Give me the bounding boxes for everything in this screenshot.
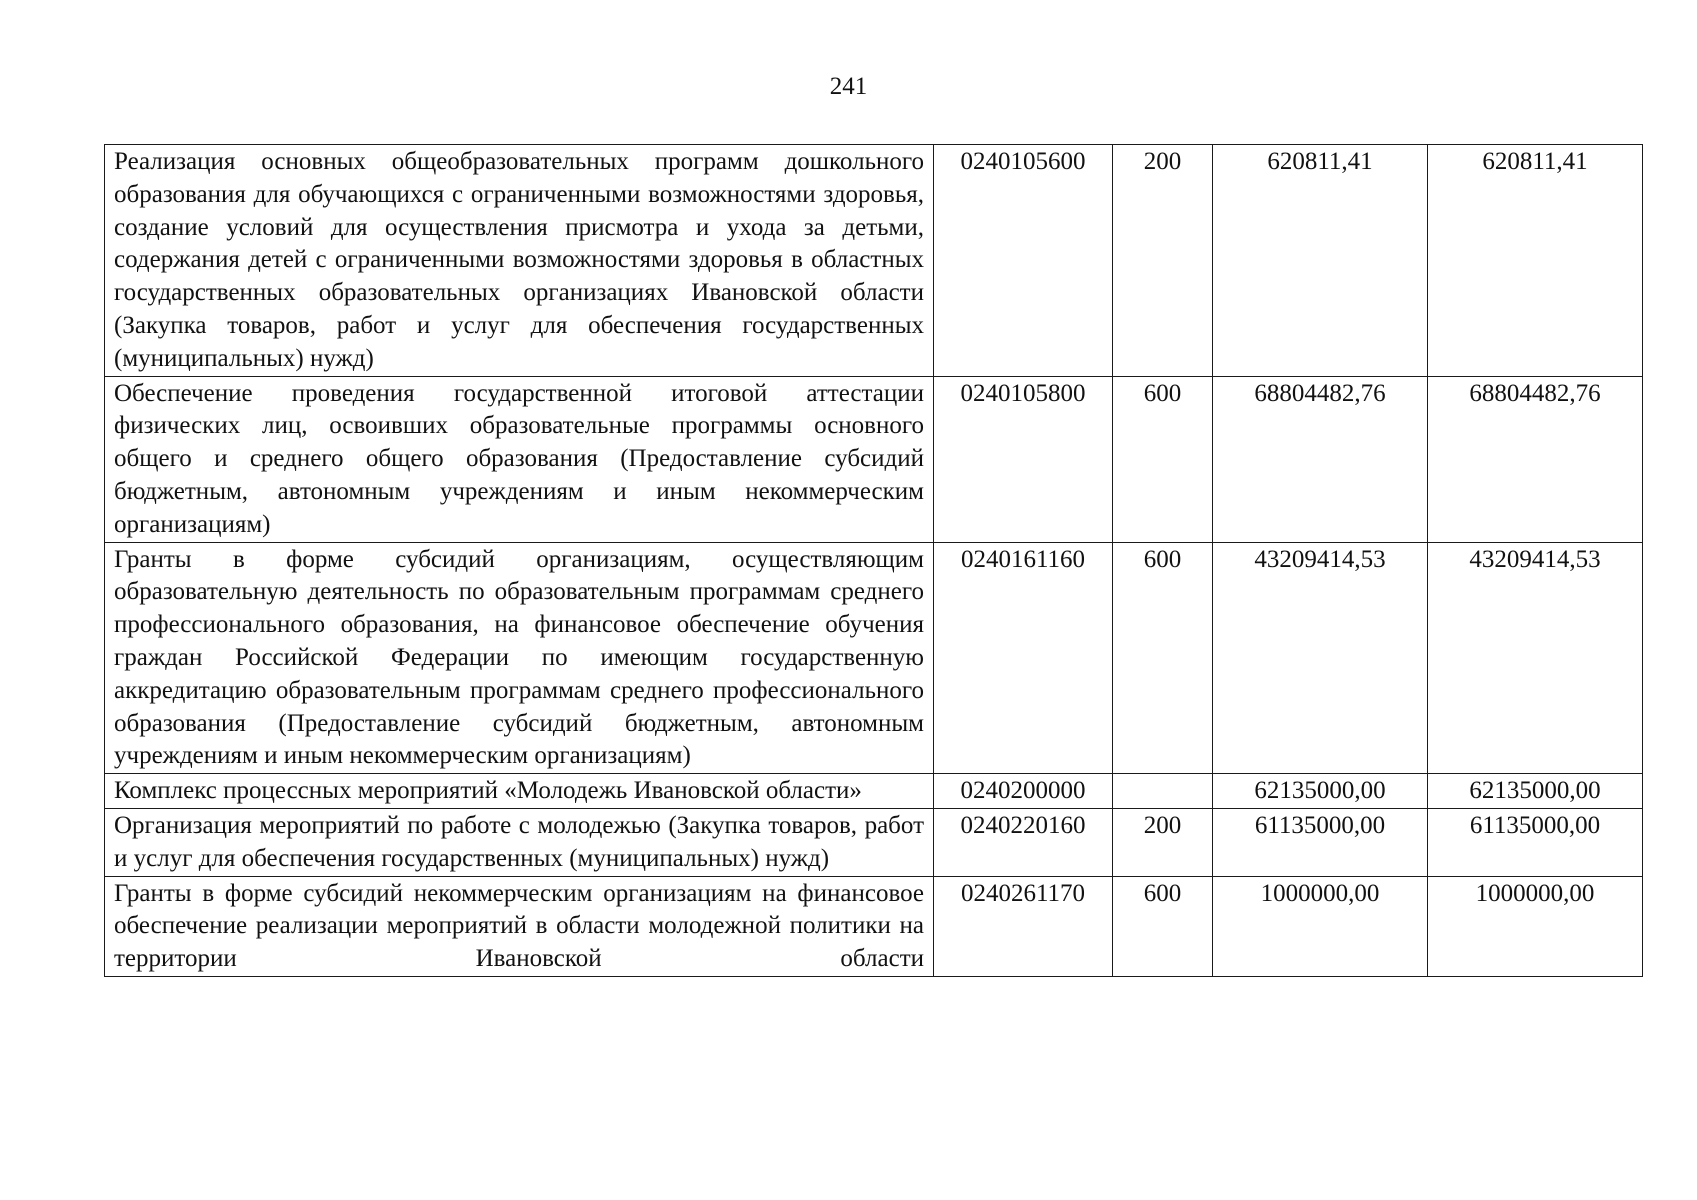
amount-cell: 68804482,76 — [1428, 376, 1643, 542]
target-article-code: 0240105600 — [934, 145, 1113, 377]
table-row — [105, 542, 1643, 774]
expense-type-code: 200 — [1113, 808, 1213, 876]
page-number: 241 — [829, 73, 868, 100]
budget-table — [104, 144, 1643, 977]
table-row — [105, 808, 1643, 876]
expense-type-code: 200 — [1113, 145, 1213, 377]
amount-cell: 1000000,00 — [1213, 876, 1428, 976]
table-row — [105, 145, 1643, 377]
target-article-code: 0240200000 — [934, 774, 1113, 809]
amount-cell: 1000000,00 — [1428, 876, 1643, 976]
amount-cell: 68804482,76 — [1213, 376, 1428, 542]
row-description: Комплекс процессных мероприятий «Молодежь Ивановской области» — [105, 774, 934, 809]
amount-cell: 62135000,00 — [1213, 774, 1428, 809]
target-article-code: 0240105800 — [934, 376, 1113, 542]
amount-cell: 620811,41 — [1428, 145, 1643, 377]
row-description: Организация мероприятий по работе с молодежью (Закупка товаров, работ и услуг для обеспечения государственных (муниципальных) нужд) — [105, 808, 934, 876]
expense-type-code: 600 — [1113, 376, 1213, 542]
amount-cell: 43209414,53 — [1213, 542, 1428, 774]
row-description: Реализация основных общеобразовательных программ дошкольного образования для обучающихся с ограниченными возможностями здоровья, создание условий для осуществления присмотра и ухода за детьми, содержания детей с ограниченными возможностями здоровья в областных государственных образовательных организациях Ивановской области (Закупка товаров, работ и услуг для обеспечения государственных (муниципальных) нужд) — [105, 145, 934, 377]
row-description: Гранты в форме субсидий некоммерческим организациям на финансовое обеспечение реализации мероприятий в области молодежной политики на территории Ивановской области — [105, 876, 934, 976]
expense-type-code — [1113, 774, 1213, 809]
expense-type-code: 600 — [1113, 542, 1213, 774]
target-article-code: 0240220160 — [934, 808, 1113, 876]
expense-type-code: 600 — [1113, 876, 1213, 976]
target-article-code: 0240161160 — [934, 542, 1113, 774]
row-description: Обеспечение проведения государственной итоговой аттестации физических лиц, освоивших образовательные программы основного общего и среднего общего образования (Предоставление субсидий бюджетным, автономным учреждениям и иным некоммерческим организациям) — [105, 376, 934, 542]
amount-cell: 43209414,53 — [1428, 542, 1643, 774]
table-row — [105, 774, 1643, 809]
table-row — [105, 876, 1643, 976]
amount-cell: 61135000,00 — [1213, 808, 1428, 876]
target-article-code: 0240261170 — [934, 876, 1113, 976]
amount-cell: 620811,41 — [1213, 145, 1428, 377]
row-description: Гранты в форме субсидий организациям, осуществляющим образовательную деятельность по образовательным программам среднего профессионального образования, на финансовое обеспечение обучения граждан Российской Федерации по имеющим государственную аккредитацию образовательным программам среднего профессионального образования (Предоставление субсидий бюджетным, автономным учреждениям и иным некоммерческим организациям) — [105, 542, 934, 774]
amount-cell: 61135000,00 — [1428, 808, 1643, 876]
table-row — [105, 376, 1643, 542]
amount-cell: 62135000,00 — [1428, 774, 1643, 809]
